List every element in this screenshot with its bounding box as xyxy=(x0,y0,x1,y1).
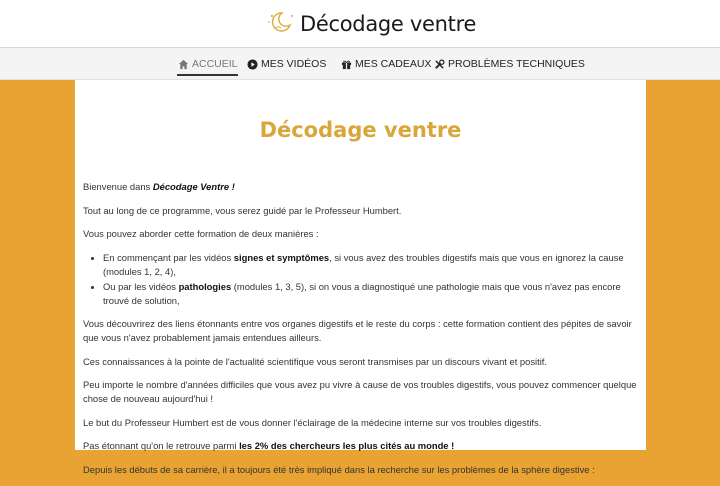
nav-label: ACCUEIL xyxy=(192,58,238,70)
intro-program-name: Décodage Ventre ! xyxy=(152,181,235,192)
page-title: Décodage ventre xyxy=(259,118,462,142)
goal-paragraph: Le but du Professeur Humbert est de vous donner l'éclairage de la médecine interne sur vos troubles digestifs. xyxy=(83,416,542,428)
list-item-text: , si vous avez des troubles digestifs mais que vous en ignorez la cause (modules 1, 2, 4), xyxy=(103,251,624,277)
list-item-text: (modules 1, 3, 5), si on vous a diagnostiqué une pathologie mais que vous n'avez pas encore trouvé de solution, xyxy=(103,280,621,306)
site-header xyxy=(0,0,720,48)
list-item-text: En commençant par les vidéos xyxy=(103,251,234,263)
list-item xyxy=(103,280,641,308)
home-icon xyxy=(177,58,189,70)
nav-item-mes-videos[interactable] xyxy=(246,48,326,80)
gift-icon xyxy=(340,58,352,70)
nav-label: PROBLÈMES TECHNIQUES xyxy=(448,58,585,70)
cited-paragraph xyxy=(83,439,641,453)
cited-bold: les 2% des chercheurs les plus cités au monde ! xyxy=(239,440,455,451)
years-paragraph: Peu importe le nombre d'années difficiles que vous avez pu vivre à cause de vos troubles digestifs, vous pouvez commencer quelque chose de nouveau aujourd'hui ! xyxy=(83,379,637,404)
list-item-bold: pathologies xyxy=(178,280,232,292)
list-item xyxy=(103,251,641,279)
nav-item-accueil[interactable] xyxy=(177,48,238,80)
career-paragraph: Depuis les débuts de sa carrière, il a toujours été très impliqué dans la recherche sur les problèmes de la sphère digestive : xyxy=(83,463,595,475)
brand-name: Décodage ventre xyxy=(300,12,477,36)
nav-item-mes-cadeaux[interactable] xyxy=(340,48,431,80)
nav-item-problemes-techniques[interactable] xyxy=(433,48,585,80)
nav-label: MES VIDÉOS xyxy=(261,58,327,70)
site-logo[interactable] xyxy=(266,10,476,38)
article-body xyxy=(83,180,641,486)
tools-icon xyxy=(433,58,445,70)
ways-paragraph: Vous pouvez aborder cette formation de deux manières : xyxy=(83,228,319,239)
cited-text: Pas étonnant qu'on le retrouve parmi xyxy=(83,440,240,451)
moon-stars-icon xyxy=(266,10,296,38)
main-nav xyxy=(0,48,720,80)
nav-label: MES CADEAUX xyxy=(355,58,432,70)
intro-paragraph xyxy=(83,180,641,194)
main-content xyxy=(75,80,646,475)
knowledge-paragraph: Ces connaissances à la pointe de l'actualité scientifique vous seront transmises par un discours vivant et positif. xyxy=(83,355,548,367)
links-paragraph: Vous découvrirez des liens étonnants entre vos organes digestifs et le reste du corps : cette formation contient des pépites de savoir que vous n'avez probablement jamais entendues ailleurs. xyxy=(83,318,632,343)
play-circle-icon xyxy=(246,58,258,70)
guide-paragraph: Tout au long de ce programme, vous serez guidé par le Professeur Humbert. xyxy=(83,204,402,216)
list-item-text: Ou par les vidéos xyxy=(103,280,179,292)
intro-text: Bienvenue dans xyxy=(83,181,153,192)
list-item-bold: signes et symptômes xyxy=(233,251,330,263)
ways-list xyxy=(103,251,641,308)
